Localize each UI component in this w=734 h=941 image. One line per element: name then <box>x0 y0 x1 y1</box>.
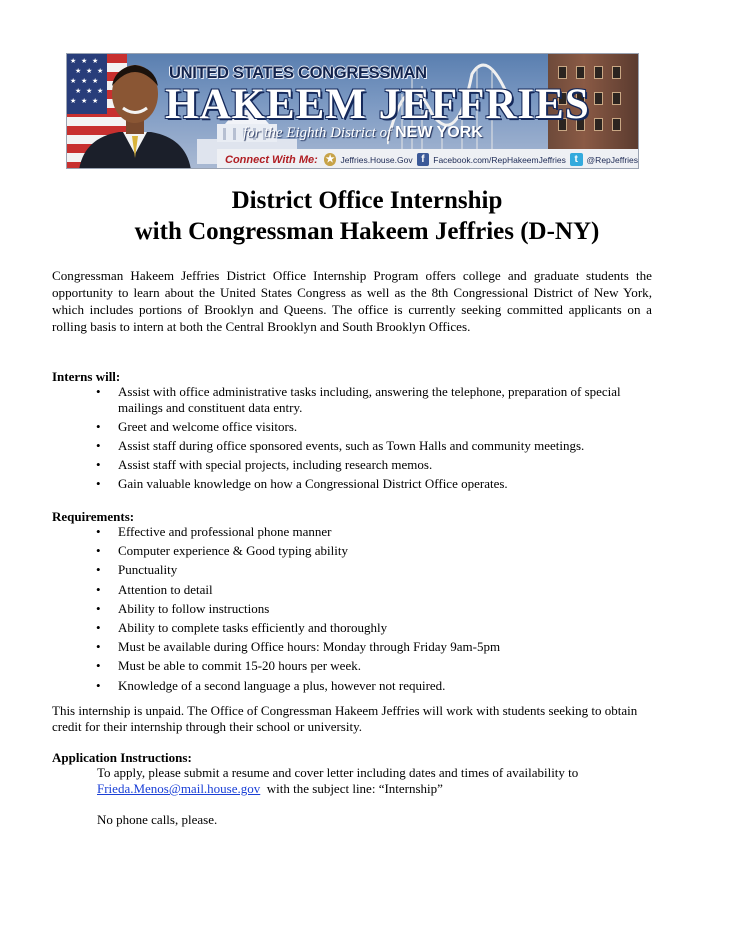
application-heading: Application Instructions: <box>52 750 192 765</box>
header-banner <box>66 53 639 169</box>
list-item: • Must be able to commit 15-20 hours per week. <box>118 658 658 674</box>
american-flag-image: ★ ★ ★ ★ ★ ★ ★ ★ ★ ★ ★ ★ ★ ★ ★ <box>67 54 127 169</box>
facebook-icon: f <box>417 153 430 166</box>
interns-duties-list <box>118 384 658 495</box>
banner-top-text: UNITED STATES CONGRESSMAN <box>169 64 427 82</box>
twitter-link[interactable]: @RepJeffries <box>586 154 639 165</box>
document-title-line-1: District Office Internship <box>231 187 503 214</box>
list-item: • Effective and professional phone manner <box>118 524 658 540</box>
interns-heading: Interns will: <box>52 369 121 384</box>
no-phone-note: No phone calls, please. <box>97 812 218 827</box>
email-line <box>97 781 657 797</box>
connect-bar <box>217 149 638 169</box>
intro-paragraph: Congressman Hakeem Jeffries District Office Internship Program offers college and graduate students the opportunity to learn about the United States Congress as well as the 8th Congressional District of New York, which includes portions of Brooklyn and Queens. The office is currently seeking committed applicants on a rolling basis to intern at both the Central Brooklyn and South Brooklyn Offices. <box>52 268 652 334</box>
list-item: • Computer experience & Good typing ability <box>118 543 658 559</box>
apply-instructions: To apply, please submit a resume and cover letter including dates and times of availability to <box>97 765 579 780</box>
facebook-link[interactable]: Facebook.com/RepHakeemJeffries <box>433 154 566 165</box>
connect-label: Connect With Me: <box>225 153 318 166</box>
email-link[interactable]: Frieda.Menos@mail.house.gov <box>97 781 261 796</box>
list-item: • Ability to follow instructions <box>118 601 658 617</box>
list-item: • Greet and welcome office visitors. <box>118 419 658 435</box>
document-title-line-2: with Congressman Hakeem Jeffries (D-NY) <box>134 218 600 245</box>
banner-district-text <box>243 124 483 142</box>
requirements-list <box>118 524 658 697</box>
list-item: • Assist with office administrative tasks including, answering the telephone, preparation of special mailings and constituent data entry. <box>118 384 658 416</box>
list-item: • Assist staff during office sponsored events, such as Town Halls and community meetings. <box>118 438 658 454</box>
house-seal-icon: ★ <box>325 154 335 165</box>
banner-district-state: NEW YORK <box>395 124 483 141</box>
list-item: • Assist staff with special projects, including research memos. <box>118 457 658 473</box>
list-item: • Attention to detail <box>118 582 658 598</box>
banner-name-text: HAKEEM JEFFRIES <box>165 81 590 128</box>
list-item: • Ability to complete tasks efficiently and thoroughly <box>118 620 658 636</box>
list-item: • Must be available during Office hours: Monday through Friday 9am-5pm <box>118 639 658 655</box>
requirements-heading: Requirements: <box>52 509 135 524</box>
banner-district-prefix: for the Eighth District of <box>243 125 392 141</box>
twitter-icon: t <box>570 153 583 166</box>
list-item: • Gain valuable knowledge on how a Congressional District Office operates. <box>118 476 658 492</box>
subject-line-text: with the subject line: “Internship” <box>266 781 443 796</box>
list-item: • Punctuality <box>118 562 658 578</box>
unpaid-note: This internship is unpaid. The Office of Congressman Hakeem Jeffries will work with students seeking to obtain credit for their internship through their school or university. <box>52 703 638 734</box>
website-link[interactable]: Jeffries.House.Gov <box>340 154 413 165</box>
list-item: • Knowledge of a second language a plus, however not required. <box>118 678 658 694</box>
